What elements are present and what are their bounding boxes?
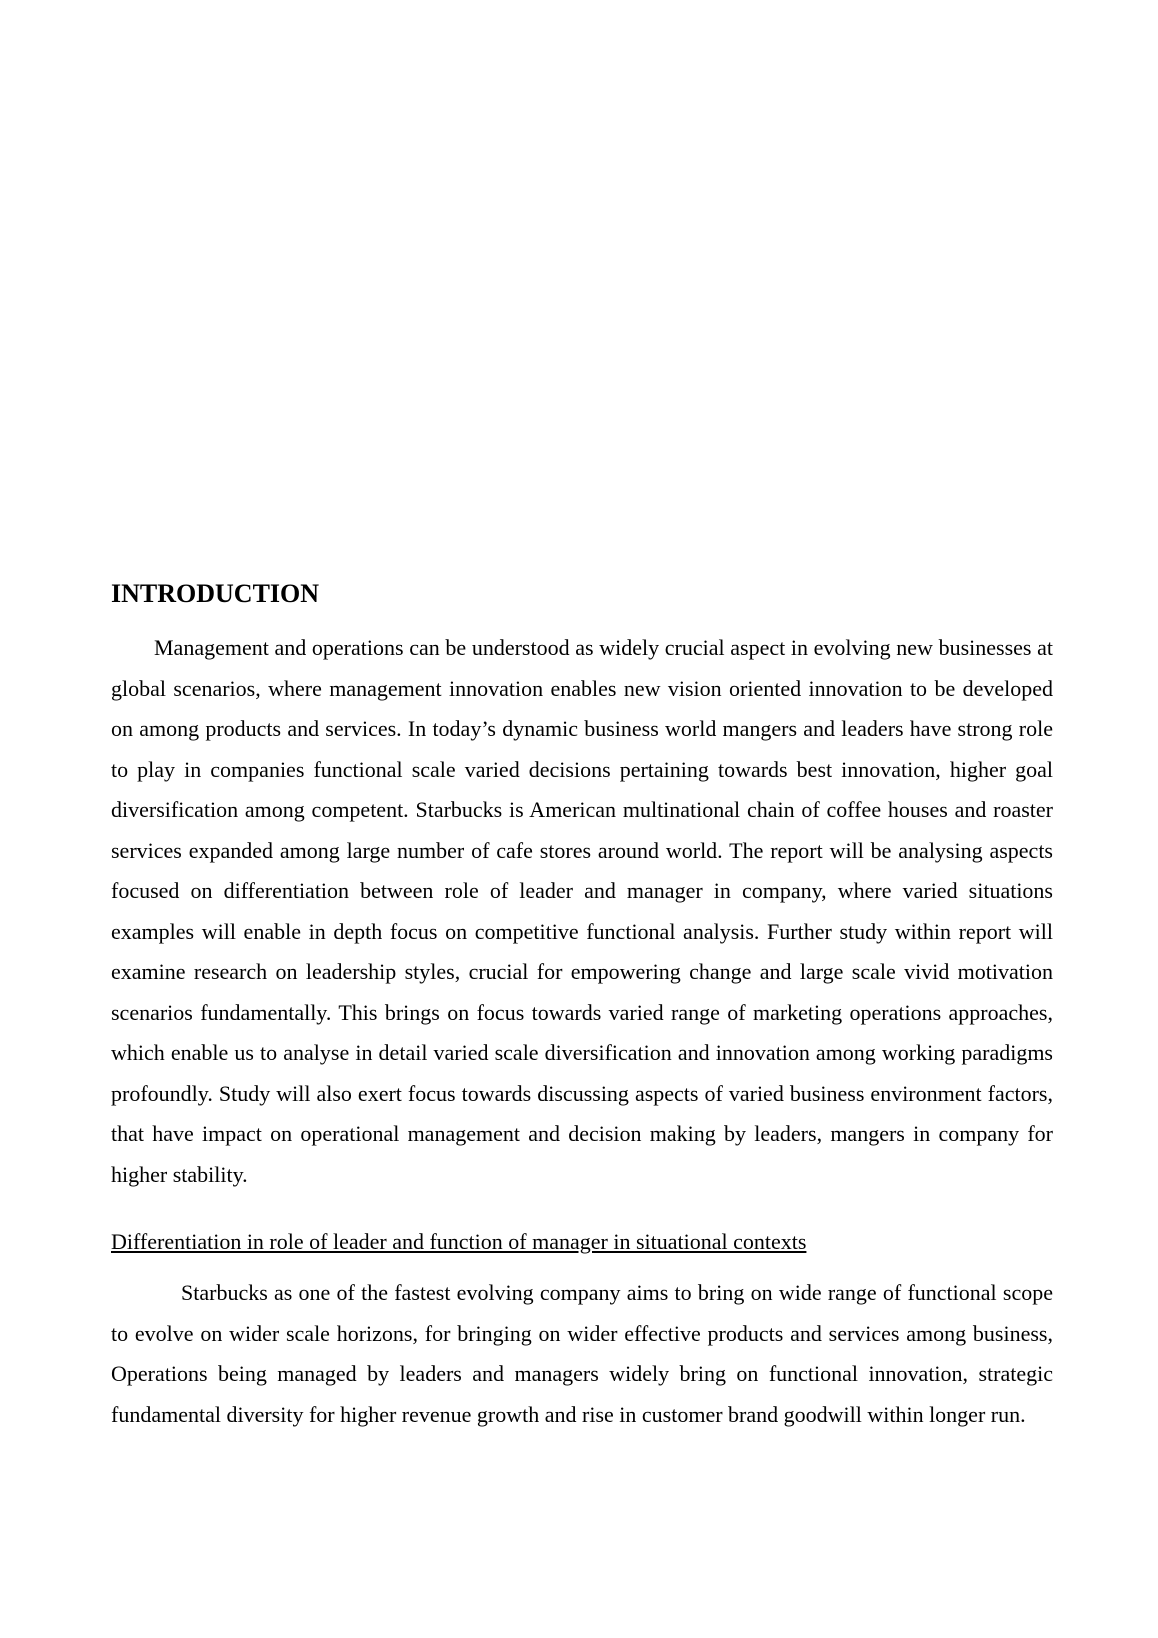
body-paragraph: Starbucks as one of the fastest evolving company aims to bring on wide range of functional scope to evolve on wider scale horizons, for bringing on wider effective products and services among business, Operations being managed by leaders and managers widely bring on functional innovation, strategic fundamental diversity for higher revenue growth and rise in customer brand goodwill within longer run. [111, 1280, 1053, 1427]
section-heading: INTRODUCTION [111, 579, 320, 608]
subsection-heading: Differentiation in role of leader and function of manager in situational contexts [111, 1229, 807, 1254]
document-body [111, 578, 1053, 1435]
intro-paragraph: Management and operations can be understood as widely crucial aspect in evolving new businesses at global scenarios, where management innovation enables new vision oriented innovation to be developed on among products and services. In today’s dynamic business world mangers and leaders have strong role to play in companies functional scale varied decisions pertaining towards best innovation, higher goal diversification among competent. Starbucks is American multinational chain of coffee houses and roaster services expanded among large number of cafe stores around world. The report will be analysing aspects focused on differentiation between role of leader and manager in company, where varied situations examples will enable in depth focus on competitive functional analysis. Further study within report will examine research on leadership styles, crucial for empowering change and large scale vivid motivation scenarios fundamentally. This brings on focus towards varied range of marketing operations approaches, which enable us to analyse in detail varied scale diversification and innovation among working paradigms profoundly. Study will also exert focus towards discussing aspects of varied business environment factors, that have impact on operational management and decision making by leaders, mangers in company for higher stability. [111, 635, 1053, 1187]
